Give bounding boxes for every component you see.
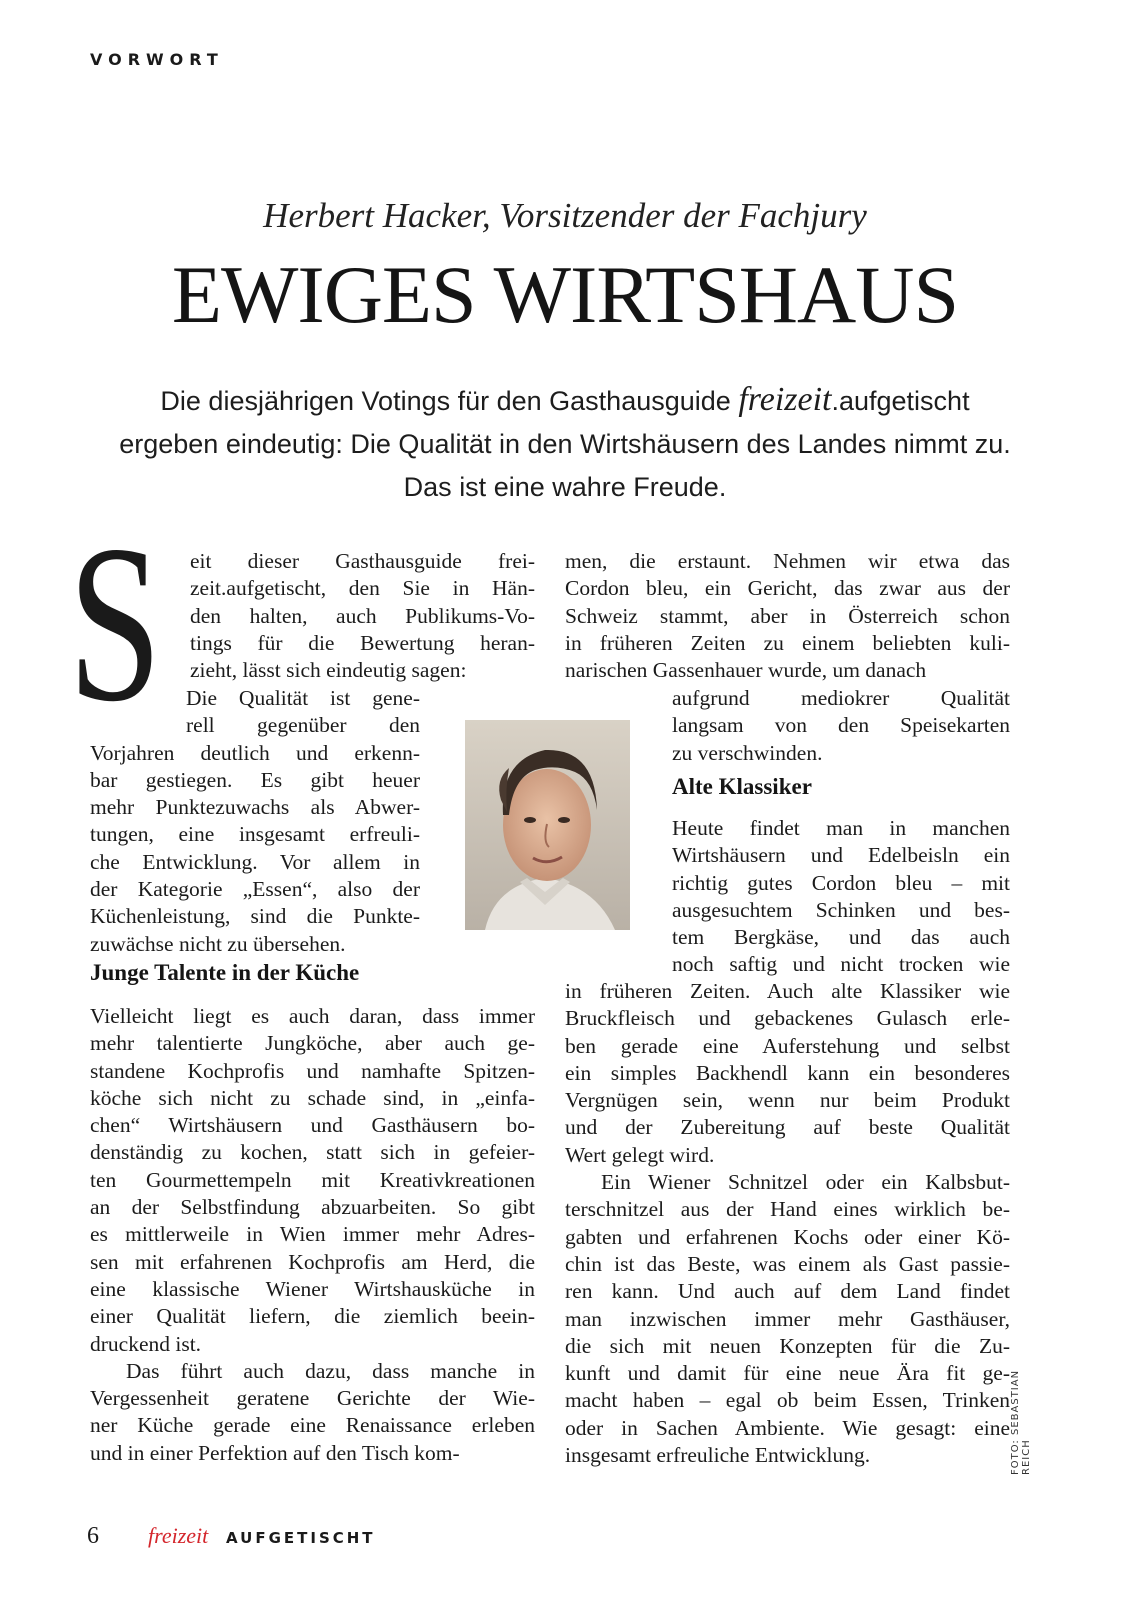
author-byline: Herbert Hacker, Vorsitzender der Fachjury [263,196,867,235]
page-title: EWIGES WIRTSHAUS [171,249,959,340]
paragraph [90,1003,535,1358]
drop-cap: S [68,498,162,748]
footer-brand: freizeit [148,1523,209,1548]
subheading-junge-talente: Junge Talente in der Küche [90,960,360,985]
brand-name: freizeit [738,381,832,418]
text-line: Vorjahren deutlich und erkenn- [90,740,420,765]
text-line: und in einer Perfektion auf den Tisch kom- [90,1440,460,1465]
text-line: narischen Gassenhauer wurde, um danach [565,658,927,683]
text-line: mehr Punktezuwachs als Abwer- [90,795,420,820]
text-line: einer Qualität liefern, die ziemlich beein- [90,1304,535,1329]
text-line: Schweiz stammt, aber in Österreich schon [565,603,1010,628]
text-line: in früheren Zeiten. Auch alte Klassiker wie [565,979,1010,1003]
text-line: Die Qualität ist gene- [186,686,420,710]
text-line: richtig gutes Cordon bleu – mit [672,870,1010,895]
lead-text: Die diesjährigen Votings für den Gasthausguide [160,386,739,416]
text-line: die sich mit neuen Konzepten für die Zu- [565,1333,1010,1358]
text-line: tungen, eine insgesamt erfreuli- [90,822,420,847]
text-line: den halten, auch Publikums-Vo- [190,603,535,628]
text-line: che Entwicklung. Vor allem in [90,849,420,874]
text-line: ein simples Backhendl kann ein besonderes [565,1060,1010,1085]
text-line: kunft und damit für eine neue Ära fit ge- [565,1361,1010,1386]
text-line: sen mit erfahrenen Kochprofis am Herd, die [90,1249,535,1274]
text-line: bar gestiegen. Es gibt heuer [90,767,420,792]
text-line: zeit.aufgetischt, den Sie in Hän- [190,576,535,601]
text-line: Heute findet man in manchen [672,816,1010,840]
column-1-body [90,1003,535,1467]
text-line: gabten und erfahrenen Kochs oder einer Kö- [565,1224,1010,1249]
page-number: 6 [87,1523,99,1549]
text-line: Vergessenheit geratene Gerichte der Wie- [90,1386,535,1411]
text-line: denständig zu kochen, statt sich in gefeier- [90,1140,535,1165]
text-line: Vergnügen sein, wenn nur beim Produkt [565,1088,1010,1113]
text-line: der Kategorie „Essen“, also der [90,877,420,902]
column-1-intro [190,548,535,684]
lead-text: .aufgetischt [831,386,970,416]
portrait-image [465,720,630,930]
footer-section-label: AUFGETISCHT [226,1529,376,1547]
text-line: Das führt auch dazu, dass manche in [126,1358,535,1383]
text-line: Vielleicht liegt es auch daran, dass immer [90,1004,535,1028]
lead-line-1 [90,378,1040,423]
text-line: noch saftig und nicht trocken wie [672,952,1010,977]
text-line: man inzwischen immer mehr Gasthäuser, [565,1306,1010,1331]
text-line: standene Kochprofis und namhafte Spitzen- [90,1058,535,1083]
text-line: tem Bergkäse, und das auch [672,925,1010,950]
lead-paragraph [90,378,1040,509]
text-line: ausgesuchtem Schinken und bes- [672,897,1010,922]
text-line: ren kann. Und auch auf dem Land findet [565,1279,1010,1304]
text-line: chen“ Wirtshäusern und Gasthäusern bo- [90,1113,535,1138]
text-line: an der Selbstfindung abzuarbeiten. So gibt [90,1195,535,1220]
subheading-alte-klassiker: Alte Klassiker [672,774,812,799]
text-line: ten Gourmettempeln mit Kreativkreationen [90,1167,535,1192]
text-line: Wirtshäusern und Edelbeisln ein [672,843,1010,868]
text-line: chin ist das Beste, was einem als Gast passie- [565,1251,1010,1276]
text-line: eit dieser Gasthausguide frei- [190,549,535,573]
section-label: VORWORT [90,50,224,69]
text-line: Ein Wiener Schnitzel oder ein Kalbsbut- [601,1170,1010,1195]
text-line: in früheren Zeiten zu einem beliebten kuli- [565,630,1010,655]
column-2-top [565,548,1010,684]
lead-line-3: Das ist eine wahre Freude. [403,472,727,502]
text-line: langsam von den Speisekarten [672,713,1010,738]
text-line: tings für die Bewertung heran- [190,630,535,655]
text-line: insgesamt erfreuliche Entwicklung. [565,1443,871,1468]
paragraph [565,978,1010,1169]
text-line: rell gegenüber den [186,713,420,738]
author-photo [465,720,630,930]
text-line: Wert gelegt wird. [565,1142,715,1167]
text-line: zuwächse nicht zu übersehen. [90,931,346,956]
text-line: ner Küche gerade eine Renaissance erleben [90,1413,535,1438]
text-line: oder in Sachen Ambiente. Wie gesagt: eine [565,1415,1010,1440]
text-line: Cordon bleu, ein Gericht, das zwar aus der [565,576,1010,601]
text-line: es mittlerweile in Wien immer mehr Adres- [90,1222,535,1247]
text-line: eine klassische Wiener Wirtshausküche in [90,1276,535,1301]
text-line: zu verschwinden. [672,740,823,765]
text-line: men, die erstaunt. Nehmen wir etwa das [565,549,1010,573]
column-2-body [565,978,1010,1469]
text-line: ben gerade eine Auferstehung und selbst [565,1033,1010,1058]
column-1-wrap [90,685,420,958]
lead-line-2: ergeben eindeutig: Die Qualität in den Wirtshäusern des Landes nimmt zu. [119,429,1011,459]
text-line: macht haben – egal ob beim Essen, Trinken [565,1388,1010,1413]
column-2-wrap [672,685,1010,767]
text-line: Bruckfleisch und gebackenes Gulasch erle- [565,1006,1010,1031]
text-line: köche sich nicht zu schade sind, in „einfa- [90,1085,535,1110]
text-line: aufgrund mediokrer Qualität [672,686,1010,710]
text-line: druckend ist. [90,1331,202,1356]
text-line: terschnitzel aus der Hand eines wirklich be- [565,1197,1010,1222]
text-line: und der Zubereitung auf beste Qualität [565,1115,1010,1140]
text-line: zieht, lässt sich eindeutig sagen: [190,658,467,683]
photo-credit: FOTO: SEBASTIAN REICH [1010,1369,1032,1475]
paragraph [565,1169,1010,1469]
text-line: Küchenleistung, sind die Punkte- [90,904,420,929]
text-line: mehr talentierte Jungköche, aber auch ge- [90,1031,535,1056]
column-2-wrap-body [672,815,1010,979]
paragraph [90,1358,535,1467]
